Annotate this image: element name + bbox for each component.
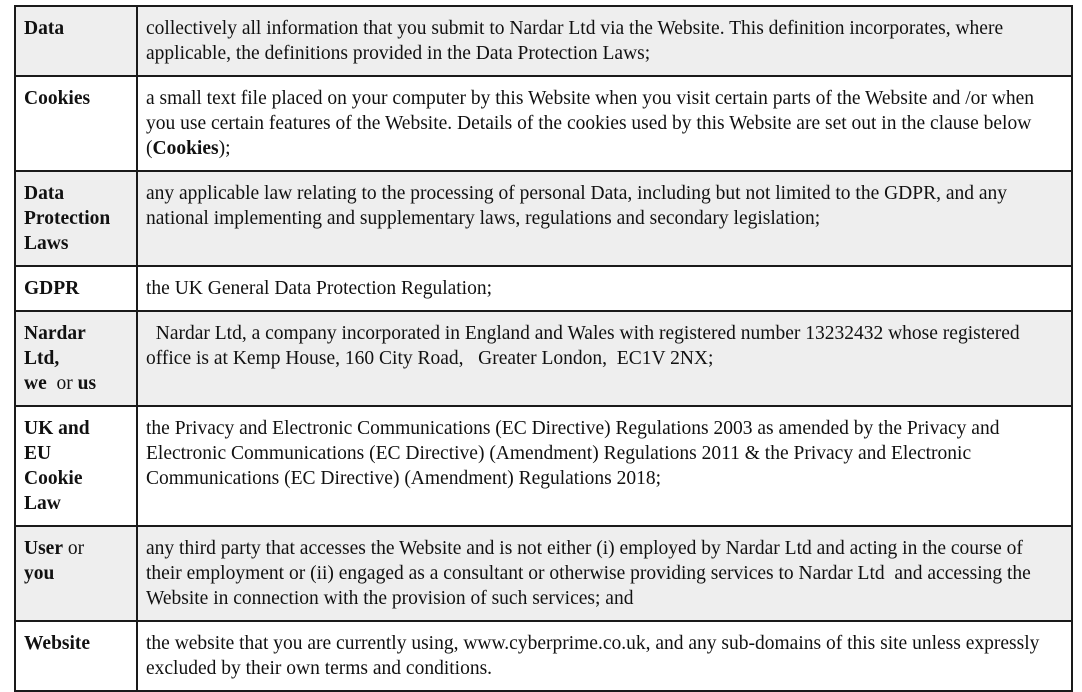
- term-cell: [15, 6, 137, 76]
- term-label-line: Law: [24, 493, 61, 514]
- term-cell: [15, 406, 137, 526]
- definition-text: collectively all information that you submit to Nardar Ltd via the Website. This definition incorporates, where applicable, the definitions provided in the Data Protection Laws;: [146, 18, 1004, 64]
- definition-text: the UK General Data Protection Regulation;: [146, 278, 493, 299]
- definition-row-website: [15, 621, 1072, 691]
- term-cell: [15, 76, 137, 171]
- definition-row-uk-eu-cookie-law: [15, 406, 1072, 526]
- definition-cell: [137, 621, 1072, 691]
- term-label: Website: [24, 633, 91, 654]
- term-us: us: [77, 373, 97, 394]
- definition-row-gdpr: [15, 266, 1072, 311]
- definition-cell: [137, 171, 1072, 266]
- term-or: or: [67, 538, 85, 559]
- term-user: User: [24, 538, 63, 559]
- definition-cell: [137, 266, 1072, 311]
- definition-cell: [137, 311, 1072, 406]
- term-cell: [15, 171, 137, 266]
- definition-text: Nardar Ltd, a company incorporated in England and Wales with registered number 13232432 whose registered office is at Kemp House, 160 City Road, Greater London, EC1V 2NX;: [146, 323, 1025, 369]
- term-label-line: Ltd,: [24, 348, 60, 369]
- definition-cell: [137, 526, 1072, 621]
- term-cell: [15, 266, 137, 311]
- definition-text-end: );: [218, 138, 231, 159]
- term-or: or: [56, 373, 73, 394]
- definition-cell: [137, 76, 1072, 171]
- term-label-line: Protection: [24, 208, 111, 229]
- term-label-line: EU: [24, 443, 52, 464]
- definition-cell: [137, 406, 1072, 526]
- term-label-line: Data: [24, 183, 65, 204]
- term-label: Data: [24, 18, 65, 39]
- definition-row-data-protection-laws: [15, 171, 1072, 266]
- definition-row-cookies: [15, 76, 1072, 171]
- term-cell: [15, 621, 137, 691]
- term-label-line: UK and: [24, 418, 90, 439]
- term-cell: [15, 526, 137, 621]
- definition-row-user: [15, 526, 1072, 621]
- term-label: GDPR: [24, 278, 80, 299]
- definition-row-data: [15, 6, 1072, 76]
- definition-cell: [137, 6, 1072, 76]
- term-label-line: Cookie: [24, 468, 83, 489]
- definitions-table: [14, 5, 1073, 692]
- term-label: Cookies: [24, 88, 91, 109]
- term-label-line: Nardar: [24, 323, 86, 344]
- term-you: you: [24, 563, 55, 584]
- definition-text: any applicable law relating to the processing of personal Data, including but not limited to the GDPR, and any national implementing and supplementary laws, regulations and secondary legislation;: [146, 183, 1008, 229]
- cookies-clause-reference: Cookies: [152, 138, 219, 159]
- term-label-line: Laws: [24, 233, 69, 254]
- definition-text: the Privacy and Electronic Communications (EC Directive) Regulations 2003 as amended by the Privacy and Electronic Communications (EC Directive) (Amendment) Regulations 2011 & the Privacy and Electronic Communications (EC Directive) (Amendment) Regulations 2018;: [146, 418, 1000, 489]
- definition-text: any third party that accesses the Website and is not either (i) employed by Nardar Ltd and acting in the course of their employment or (ii) engaged as a consultant or otherwise providing services to Nardar Ltd and accessing the Website in connection with the provision of such services; and: [146, 538, 1036, 609]
- definition-text: the website that you are currently using, www.cyberprime.co.uk, and any sub-domains of this site unless expressly excluded by their own terms and conditions.: [146, 633, 1040, 679]
- term-we: we: [24, 373, 47, 394]
- definition-text: a small text file placed on your computer by this Website when you visit certain parts of the Website and /or when you use certain features of the Website. Details of the cookies used by this Website are set out in the clause below (: [146, 88, 1035, 159]
- term-cell: [15, 311, 137, 406]
- definition-row-nardar-ltd: [15, 311, 1072, 406]
